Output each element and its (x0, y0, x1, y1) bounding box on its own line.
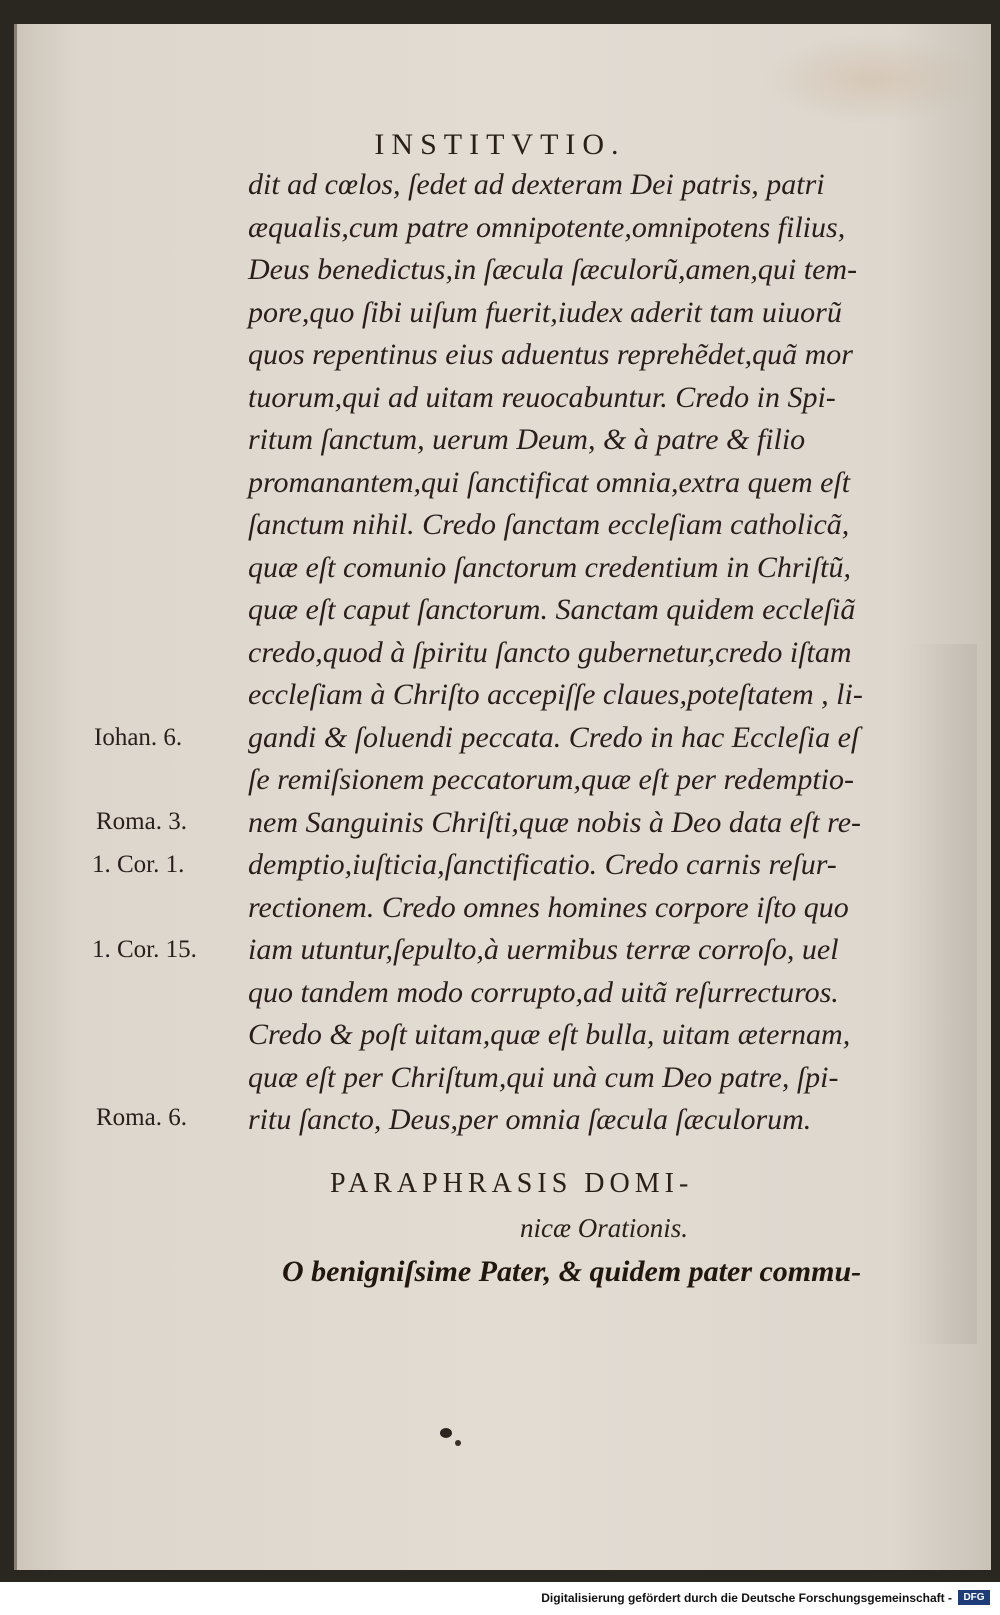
paper-stain (761, 34, 981, 124)
footer-credit: Digitalisierung gefördert durch die Deutsche Forschungsgemeinschaft - (541, 1591, 952, 1605)
section-heading: PARAPHRASIS DOMI- (330, 1168, 694, 1199)
text-line: tuorum,qui ad uitam reuocabuntur. Credo in Spi- (248, 380, 836, 414)
text-line: rectionem. Credo omnes homines corpore iſto quo (248, 890, 849, 924)
text-line: quæ eſt caput ſanctorum. Sanctam quidem eccleſiã (248, 593, 856, 626)
ink-blot (440, 1428, 452, 1438)
text-line: demptio,iuſticia,ſanctificatio. Credo carnis reſur- (248, 848, 837, 881)
text-line: eccleſiam à Chriſto accepiſſe claues,poteſtatem , li- (248, 678, 863, 711)
margin-note-cor-15: 1. Cor. 15. (92, 936, 197, 963)
section-subheading: nicæ Orationis. (520, 1213, 689, 1243)
body-text (248, 164, 896, 1142)
text-line: ritu ſancto, Deus,per omnia ſæcula ſæculorum. (248, 1103, 812, 1136)
footer-bar (0, 1582, 1000, 1615)
margin-note-johan: Iohan. 6. (94, 724, 183, 751)
text-line: æqualis,cum patre omnipotente,omnipotens filius, (248, 210, 846, 244)
text-line: quos repentinus eius aduentus reprehẽdet,quã mor (248, 338, 853, 371)
text-line: ſe remiſsionem peccatorum,quæ eſt per redemptio- (248, 763, 854, 796)
text-line: Credo & poſt uitam,quæ eſt bulla, uitam æternam, (248, 1018, 851, 1051)
text-line: ſanctum nihil. Credo ſanctam eccleſiam catholicã, (248, 508, 850, 541)
text-line: gandi & ſoluendi peccata. Credo in hac Eccleſia eſ (248, 720, 860, 754)
text-line: quæ eſt per Chriſtum,qui unà cum Deo patre, ſpi- (248, 1060, 839, 1094)
text-line: iam utuntur,ſepulto,à uermibus terræ corroſo, uel (248, 933, 839, 966)
margin-note-roma-3: Roma. 3. (96, 808, 187, 835)
running-head: INSTITVTIO. (374, 128, 626, 161)
ink-blot (455, 1440, 461, 1446)
dfg-logo: DFG (958, 1590, 990, 1605)
text-line: ritum ſanctum, uerum Deum, & à patre & filio (248, 423, 806, 456)
show-through-shadow (907, 644, 977, 1344)
text-line: dit ad cœlos, ſedet ad dexteram Dei patris, patri (248, 168, 825, 201)
text-line: nem Sanguinis Chriſti,quæ nobis à Deo data eſt re- (248, 805, 862, 839)
text-line: promanantem,qui ſanctificat omnia,extra quem eſt (248, 465, 851, 499)
text-line: quæ eſt comunio ſanctorum credentium in Chriſtũ, (248, 550, 852, 584)
margin-note-roma-6: Roma. 6. (96, 1104, 187, 1131)
text-line: credo,quod à ſpiritu ſancto gubernetur,credo iſtam (248, 635, 852, 669)
text-line: pore,quo ſibi uiſum fuerit,iudex aderit tam uiuorũ (248, 295, 842, 329)
text-line: quo tandem modo corrupto,ad uitã reſurrecturos. (248, 975, 839, 1009)
text-line: Deus benedictus,in ſæcula ſæculorũ,amen,qui tem- (248, 253, 858, 286)
prayer-opening-line: O benigniſsime Pater, & quidem pater commu- (282, 1255, 862, 1288)
margin-note-cor-1: 1. Cor. 1. (92, 851, 185, 878)
